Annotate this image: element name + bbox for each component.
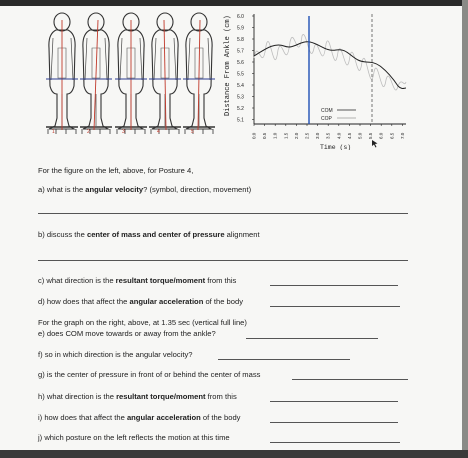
x-tick-label: 5.5 — [368, 132, 374, 139]
answer-line-f[interactable] — [218, 359, 350, 360]
y-tick-label: 5.8 — [237, 37, 244, 43]
question-b: b) discuss the center of mass and center of pressure alignment — [38, 230, 260, 239]
x-tick-label: 2.0 — [293, 132, 299, 139]
answer-line-e[interactable] — [246, 338, 378, 339]
posture-label-5: 5 — [191, 129, 194, 135]
question-e: e) does COM move towards or away from the ankle? — [38, 329, 216, 338]
question-j: j) which posture on the left reflects the motion at this time — [38, 433, 230, 442]
y-axis-ticks — [237, 14, 254, 124]
y-tick-label: 5.7 — [237, 48, 244, 55]
x-axis-ticks — [252, 124, 405, 139]
posture-2 — [80, 13, 112, 135]
y-tick-label: 5.5 — [237, 71, 244, 78]
answer-line-d[interactable] — [270, 306, 400, 307]
answer-line-i[interactable] — [270, 422, 398, 423]
bottom-edge — [0, 450, 468, 458]
posture-label-1: 1 — [52, 129, 55, 135]
x-tick-label: 6.5 — [389, 132, 395, 139]
answer-line-h[interactable] — [270, 401, 398, 402]
x-tick-label: 2.5 — [304, 132, 310, 139]
x-tick-label: 4.5 — [346, 132, 352, 139]
y-tick-label: 5.3 — [237, 94, 244, 101]
posture-label-2: 2 — [87, 129, 90, 135]
x-tick-label: 0.5 — [262, 132, 268, 139]
posture-label-3: 3 — [122, 129, 125, 135]
graph-intro-text: For the graph on the right, above, at 1.35 sec (vertical full line) — [38, 318, 247, 327]
intro-text: For the figure on the left, above, for Posture 4, — [38, 166, 194, 175]
y-tick-label: 5.9 — [237, 25, 244, 32]
y-tick-label: 5.4 — [237, 83, 244, 89]
com-trace — [254, 42, 406, 89]
posture-4 — [149, 13, 181, 135]
question-d: d) how does that affect the angular acceleration of the body — [38, 297, 244, 306]
x-axis-label: Time (s) — [320, 144, 352, 150]
question-f: f) so in which direction is the angular velocity? — [38, 350, 193, 359]
posture-figure — [40, 6, 220, 136]
y-tick-label: 6.0 — [237, 14, 244, 20]
posture-3 — [115, 13, 147, 135]
x-tick-label: 1.0 — [272, 132, 278, 139]
answer-line-b[interactable] — [38, 260, 408, 261]
answer-line-c[interactable] — [270, 285, 398, 286]
com-cop-graph — [222, 6, 420, 150]
y-tick-label: 5.6 — [237, 60, 244, 66]
legend-com-label: COM — [321, 108, 333, 114]
x-tick-label: 4.0 — [336, 132, 342, 139]
question-c: c) what direction is the resultant torque/moment from this — [38, 276, 237, 285]
answer-line-j[interactable] — [270, 442, 400, 443]
x-tick-label: 6.0 — [378, 132, 384, 139]
y-tick-label: 5.2 — [237, 106, 244, 112]
cop-trace — [254, 34, 406, 90]
x-tick-label: 3.5 — [325, 132, 331, 139]
question-h: h) what direction is the resultant torque/moment from this — [38, 392, 237, 401]
answer-line-a[interactable] — [38, 213, 408, 214]
question-g: g) is the center of pressure in front of or behind the center of mass — [38, 370, 261, 379]
x-tick-label: 1.5 — [283, 132, 289, 139]
x-tick-label: 0.0 — [251, 132, 257, 139]
legend-cop-label: COP — [321, 116, 332, 122]
mouse-cursor — [372, 140, 378, 148]
posture-label-4: 4 — [157, 129, 160, 135]
posture-1 — [46, 13, 78, 135]
y-tick-label: 5.1 — [237, 117, 244, 124]
posture-5 — [183, 13, 215, 135]
y-axis-label: Distance From Ankle (cm) — [224, 15, 232, 116]
x-tick-label: 5.0 — [357, 132, 363, 139]
question-i: i) how does that affect the angular acceleration of the body — [38, 413, 241, 422]
answer-line-g[interactable] — [292, 379, 408, 380]
x-tick-label: 3.0 — [315, 132, 321, 139]
x-tick-label: 7.0 — [399, 132, 405, 139]
question-a: a) what is the angular velocity? (symbol, direction, movement) — [38, 185, 252, 194]
